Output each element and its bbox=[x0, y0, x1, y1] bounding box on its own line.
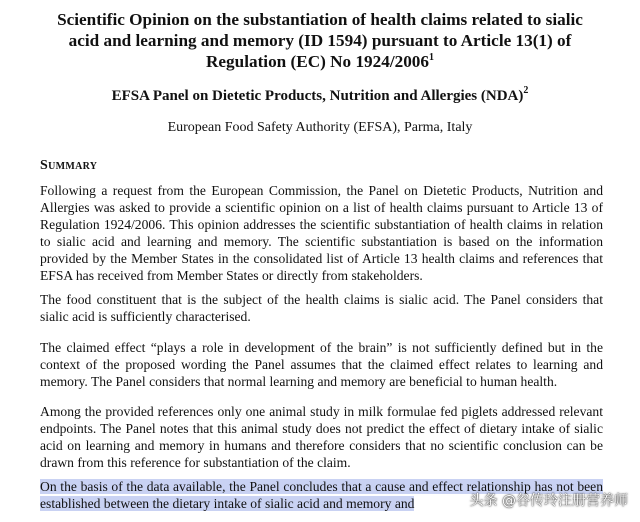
affiliation: European Food Safety Authority (EFSA), Parma, Italy bbox=[167, 120, 473, 135]
title-footnote-marker: 1 bbox=[428, 52, 434, 63]
title-line-1: Scientific Opinion on the substantiation of health claims related to sialic bbox=[57, 10, 583, 29]
summary-paragraph-4: Among the provided references only one animal study in milk formulae fed piglets addressed relevant endpoints. The Panel notes that this animal study does not predict the effect of dietary intake of sialic acid on learning and memory in humans and therefore considers that no scientific conclusion can be drawn from this reference for substantiation of the claim. bbox=[40, 404, 603, 470]
summary-paragraph-1: Following a request from the European Commission, the Panel on Dietetic Products, Nutrition and Allergies was asked to provide a scientific opinion on a list of health claims pursuant to Article 13 of Regulation 1924/2006. This opinion addresses the scientific substantiation of health claims in relation to sialic acid and learning and memory. The scientific substantiation is based on the information provided by the Member States in the consolidated list of Article 13 health claims and references that EFSA has received from Member States or directly from stakeholders. bbox=[40, 183, 603, 283]
panel-name-text: EFSA Panel on Dietetic Products, Nutrition and Allergies (NDA) bbox=[111, 88, 524, 104]
summary-paragraph-3: The claimed effect “plays a role in development of the brain” is not sufficiently defined but in the context of the proposed wording the Panel assumes that the claimed effect relates to learning and memory. The Panel considers that normal learning and memory are beneficial to human health. bbox=[40, 340, 603, 389]
text-selection-highlight[interactable]: On the basis of the data available, the Panel concludes that a cause and effect relationship has not been established between the dietary intake of sialic acid and memory and bbox=[40, 479, 603, 511]
summary-heading: Summary bbox=[40, 158, 98, 173]
document-title bbox=[30, 9, 610, 72]
panel-name bbox=[30, 87, 610, 106]
title-line-3: Regulation (EC) No 1924/2006 bbox=[206, 52, 429, 71]
title-line-2: acid and learning and memory (ID 1594) pursuant to Article 13(1) of bbox=[68, 31, 572, 50]
watermark: 头条 @谷传玲注册营养师 bbox=[469, 493, 628, 509]
summary-paragraph-2: The food constituent that is the subject of the health claims is sialic acid. The Panel considers that sialic acid is sufficiently characterised. bbox=[40, 292, 603, 324]
panel-footnote-marker: 2 bbox=[523, 85, 529, 96]
